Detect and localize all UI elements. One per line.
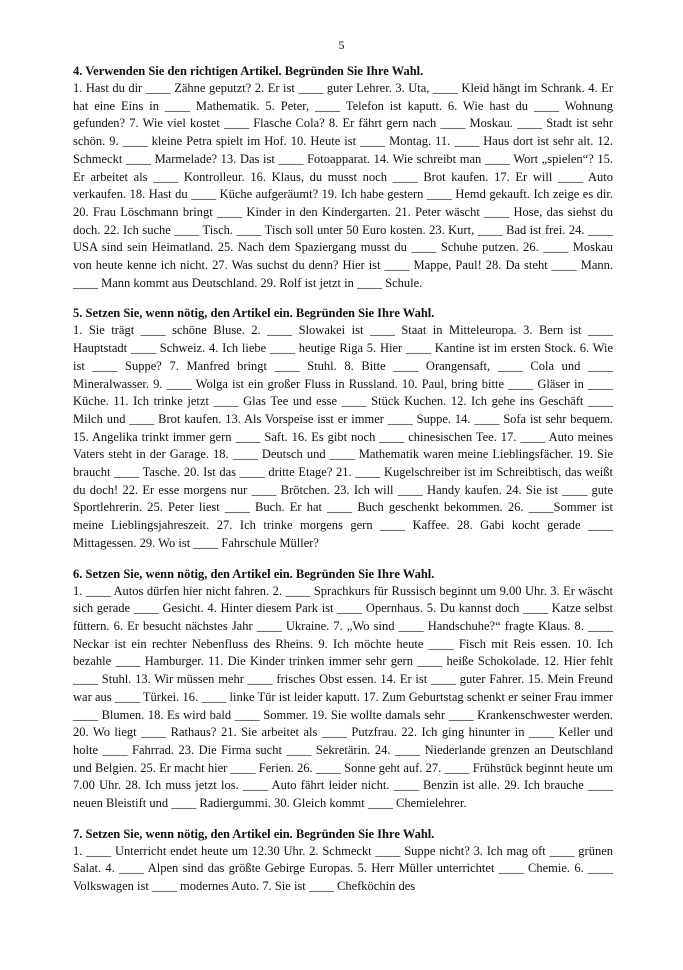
exercise-4-title: 4. Verwenden Sie den richtigen Artikel. Begründen Sie Ihre Wahl. <box>73 64 424 78</box>
exercise-7-title: 7. Setzen Sie, wenn nötig, den Artikel ein. Begründen Sie Ihre Wahl. <box>73 826 435 841</box>
exercise-5-text: 1. Sie trägt ____ schöne Bluse. 2. ____ Slowakei ist ____ Staat in Mitteleuropa. 3. Bern ist ____ Hauptstadt ____ Schweiz. 4. Ich liebe ____ heutige Riga 5. Hier ____ Kantine ist im ersten Stock. 6. Wie ist ____ Suppe? 7. Manfred bringt ____ Stuhl. 8. Bitte ____ Orangensaft, ____ Cola und ____ Mineralwasser. 9. ____ Wolga ist ein großer Fluss in Russland. 10. Paul, bring bitte ____ Gläser in ____ Küche. 11. Ich trinke jetzt ____ Glas Tee und esse ____ Stück Kuchen. 12. Ich gehe ins Geschäft ____ Milch und ____ Brot kaufen. 13. Als Vorspeise isst er immer ____ Suppe. 14. ____ Sofa ist sehr bequem. 15. Angelika trinkt immer gern ____ Saft. 16. Es gibt noch ____ chinesischen Tee. 17. ____ Auto meines Vaters steht in der Garage. 18. ____ Deutsch und ____ Mathematik waren meine Lieblingsfächer. 19. Sie braucht ____ Tasche. 20. Ist das ____ dritte Etage? 21. ____ Kugelschreiber ist im Schreibtisch, das weißt du doch! 22. Er esse morgens nur ____ Brötchen. 23. Ich will ____ Handy kaufen. 24. Sie ist ____ gute Sportlehrerin. 25. Peter liest ____ Buch. Er hat ____ Buch geschenkt bekommen. 26. ____Sommer ist meine Lieblingsjahreszeit. 27. Ich trinke morgens gern ____ Kaffee. 28. Gabi kocht gerade ____ Mittagessen. 29. Wo ist ____ Fahrschule Müller? <box>73 323 613 550</box>
exercise-7-text: 1. ____ Unterricht endet heute um 12.30 Uhr. 2. Schmeckt ____ Suppe nicht? 3. Ich mag oft ____ grünen Salat. 4. ____ Alpen sind das größte Gebirge Europas. 5. Herr Müller unterrichtet ____ Chemie. 6. ____ Volkswagen ist ____ modernes Auto. 7. Sie ist ____ Chefköchin des <box>73 843 613 894</box>
exercise-6-title: 6. Setzen Sie, wenn nötig, den Artikel ein. Begründen Sie Ihre Wahl. <box>73 566 435 581</box>
exercise-7 <box>73 826 613 896</box>
exercise-6 <box>73 566 613 813</box>
exercise-4 <box>73 63 613 292</box>
exercise-6-text: 1. ____ Autos dürfen hier nicht fahren. 2. ____ Sprachkurs für Russisch beginnt um 9.00 Uhr. 3. Er wäscht sich gerade ____ Gesicht. 4. Hinter diesem Park ist ____ Opernhaus. 5. Du kannst doch ____ Katze selbst füttern. 6. Er besucht nächstes Jahr ____ Ukraine. 7. „Wo sind ____ Handschuhe?“ fragte Klaus. 8. ____ Neckar ist ein rechter Nebenfluss des Rheins. 9. Ich möchte heute ____ Fisch mit Reis essen. 10. Ich bezahle ____ Hamburger. 11. Die Kinder trinken immer sehr gern ____ heiße Schokolade. 12. Hier fehlt ____ Stuhl. 13. Wir müssen mehr ____ frisches Obst essen. 14. Er ist ____ guter Fahrer. 15. Mein Freund war aus ____ Türkei. 16. ____ linke Tür ist leider kaputt. 17. Zum Geburtstag schenkt er seiner Frau immer ____ Blumen. 18. Es wird bald ____ Sommer. 19. Sie wollte damals sehr ____ Krankenschwester werden. 20. Wo liegt ____ Rathaus? 21. Sie arbeitet als ____ Putzfrau. 22. Ich ging hinunter in ____ Keller und holte ____ Fahrrad. 23. Die Firma sucht ____ Sekretärin. 24. ____ Niederlande grenzen an Deutschland und Belgien. 25. Er macht hier ____ Ferien. 26. ____ Sonne geht auf. 27. ____ Frühstück beginnt heute um 7.00 Uhr. 28. Ich muss jetzt los. ____ Auto fährt leider nicht. ____ Benzin ist alle. 29. Ich brauche ____ neuen Bleistift und ____ Radiergummi. 30. Gleich kommt ____ Chemielehrer. <box>73 583 613 811</box>
page-number: 5 <box>338 38 345 52</box>
exercise-4-text: 1. Hast du dir ____ Zähne geputzt? 2. Er ist ____ guter Lehrer. 3. Uta, ____ Kleid hängt im Schrank. 4. Er hat eine Eins in ____ Mathematik. 5. Peter, ____ Telefon ist kaputt. 6. Wie hast du ____ Wohnung gefunden? 7. Wie viel kostet ____ Flasche Cola? 8. Er fährt gern nach ____ Moskau. ____ Stadt ist sehr schön. 9. ____ kleine Petra spielt im Hof. 10. Heute ist ____ Montag. 11. ____ Haus dort ist sehr alt. 12. Schmeckt ____ Marmelade? 13. Das ist ____ Fotoapparat. 14. Wie schreibt man ____ Wort „spielen“? 15. Er arbeitet als ____ Kontrolleur. 16. Klaus, du musst noch ____ Brot kaufen. 17. Er will ____ Auto verkaufen. 18. Hast du ____ Küche aufgeräumt? 19. Ich habe gestern ____ Hemd gekauft. Ich zeige es dir. 20. Frau Löschmann bringt ____ Kinder in den Kindergarten. 21. Peter wäscht ____ Hose, das siehst du doch. 22. Ich suche ____ Tisch. ____ Tisch soll unter 50 Euro kosten. 23. Kurt, ____ Bad ist frei. 24. ____ USA sind sein Heimatland. 25. Nach dem Spaziergang musst du ____ Schuhe putzen. 26. ____ Moskau von heute kenne ich nicht. 27. Was suchst du denn? Hier ist ____ Mappe, Paul! 28. Da steht ____ Mann. ____ Mann kommt aus Deutschland. 29. Rolf ist jetzt in ____ Schule. <box>73 81 613 290</box>
document-body <box>73 63 613 909</box>
exercise-5 <box>73 305 613 552</box>
exercise-5-title: 5. Setzen Sie, wenn nötig, den Artikel ein. Begründen Sie Ihre Wahl. <box>73 306 435 321</box>
